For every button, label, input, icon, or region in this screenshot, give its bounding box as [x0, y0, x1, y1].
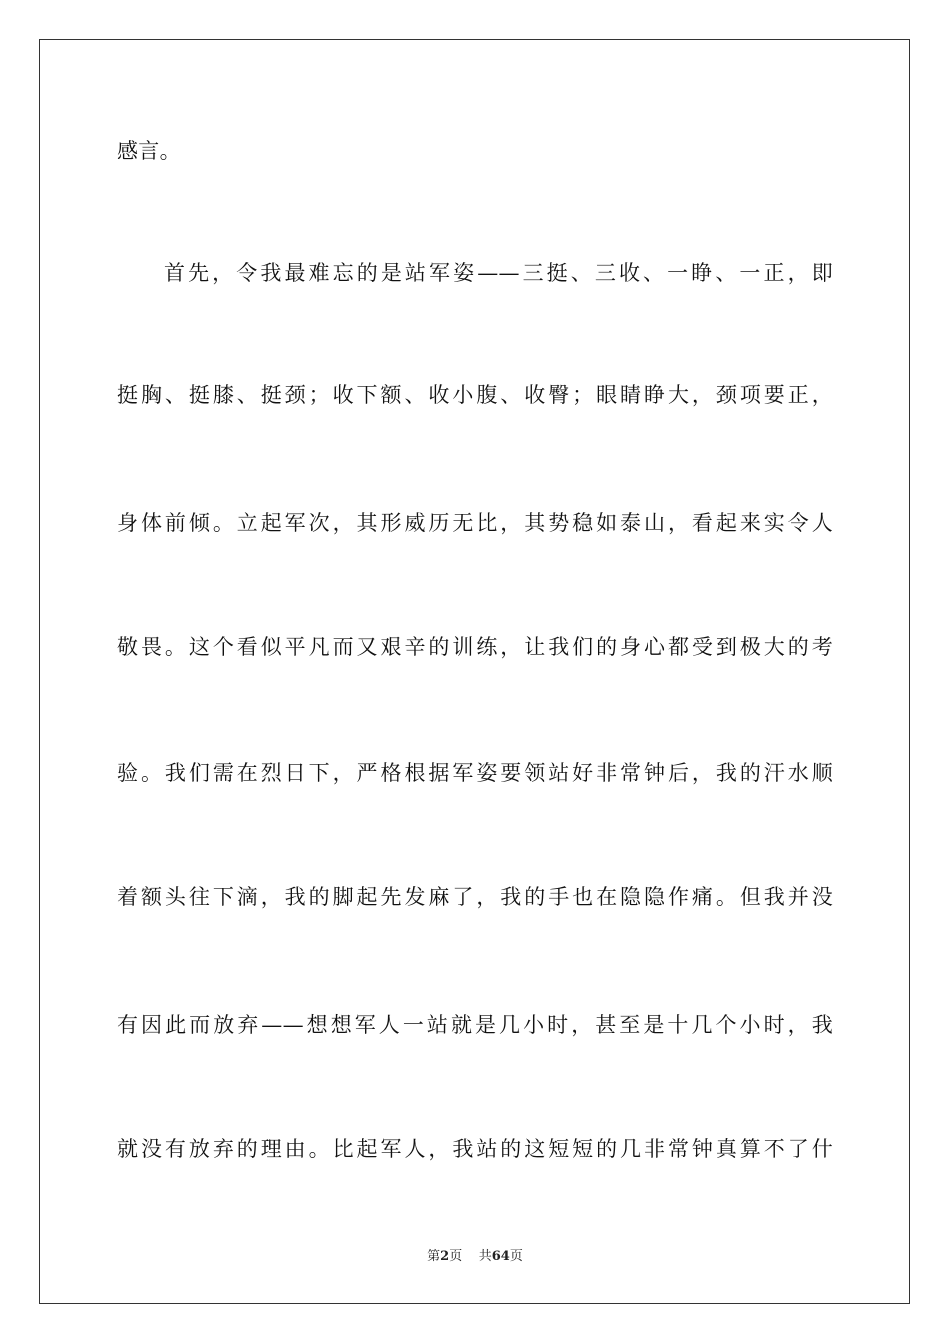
page-footer	[0, 1248, 950, 1266]
footer-page-suffix: 页	[449, 1249, 463, 1264]
footer-page-number: 2	[440, 1249, 450, 1264]
text-line: 挺胸、挺膝、挺颈；收下额、收小腹、收臀；眼睛睁大，颈项要正，	[117, 383, 833, 407]
text-line: 感言。	[117, 139, 181, 163]
text-line: 有因此而放弃——想想军人一站就是几小时，甚至是十几个小时，我	[117, 1013, 833, 1037]
text-line: 就没有放弃的理由。比起军人，我站的这短短的几非常钟真算不了什	[117, 1137, 833, 1161]
text-line: 着额头往下滴，我的脚起先发麻了，我的手也在隐隐作痛。但我并没	[117, 885, 833, 909]
footer-page-prefix: 第	[427, 1249, 441, 1264]
page-border	[39, 39, 910, 1304]
paragraph-first-line: 首先，令我最难忘的是站军姿——三挺、三收、一睁、一正，即	[164, 261, 833, 285]
text-line: 敬畏。这个看似平凡而又艰辛的训练，让我们的身心都受到极大的考	[117, 635, 833, 659]
footer-total-prefix: 共	[478, 1249, 492, 1264]
text-line: 身体前倾。立起军次，其形威历无比，其势稳如泰山，看起来实令人	[117, 511, 833, 535]
footer-total-suffix: 页	[509, 1249, 523, 1264]
footer-total-pages: 64	[491, 1249, 510, 1264]
text-line: 验。我们需在烈日下，严格根据军姿要领站好非常钟后，我的汗水顺	[117, 761, 833, 785]
